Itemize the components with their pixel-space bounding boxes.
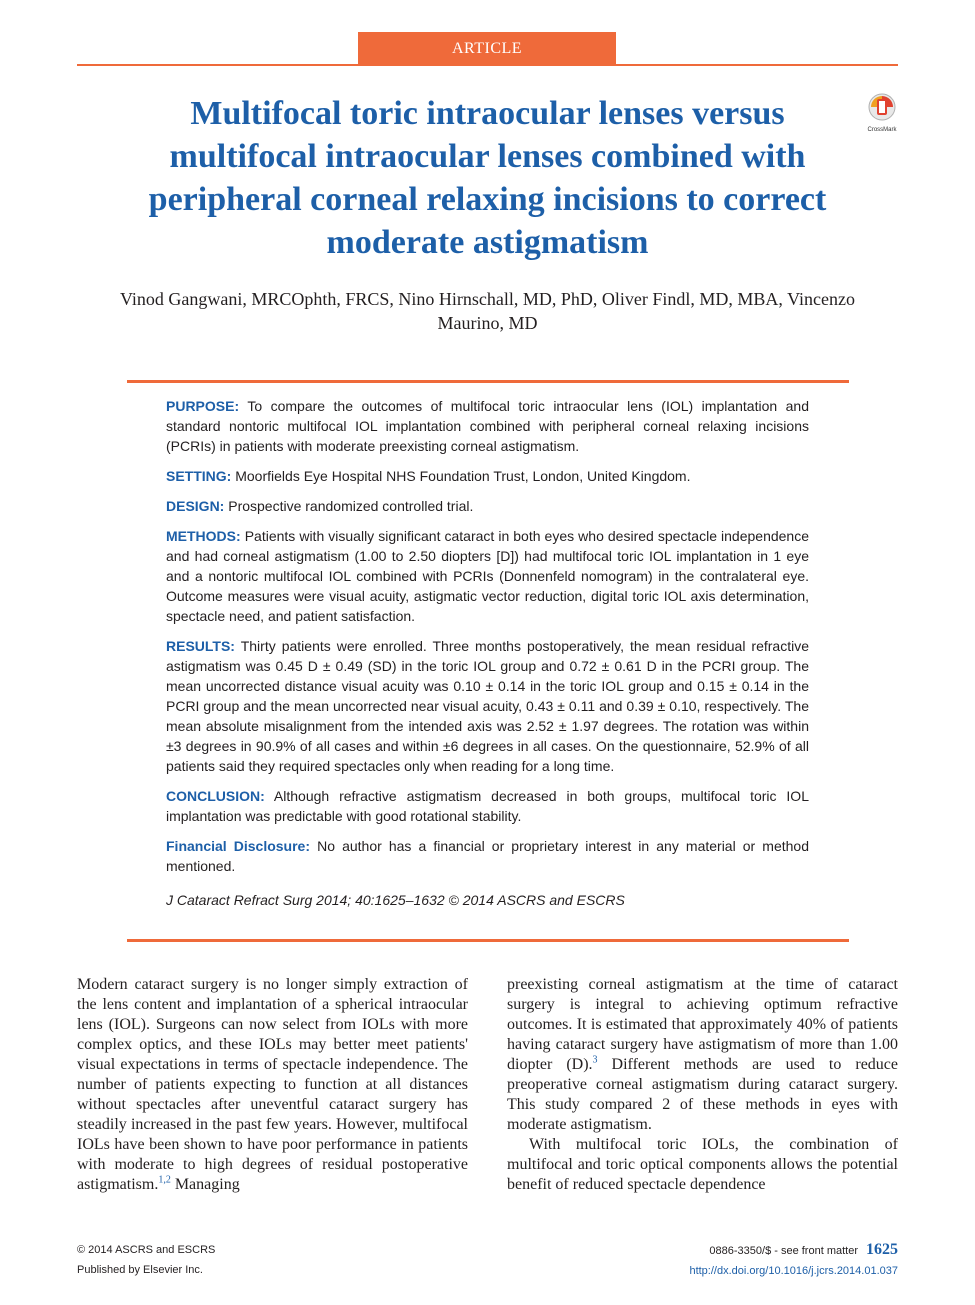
abstract-methods [166, 526, 809, 626]
page-number: 1625 [866, 1241, 898, 1258]
journal-citation: J Cataract Refract Surg 2014; 40:1625–1632 © 2014 ASCRS and ESCRS [166, 892, 625, 908]
body-column-right [507, 975, 898, 1195]
abstract-design [166, 496, 809, 516]
footer-left [77, 1240, 215, 1280]
design-label: DESIGN: [166, 498, 225, 514]
setting-label: SETTING: [166, 468, 232, 484]
footer-publisher: Published by Elsevier Inc. [77, 1264, 203, 1276]
abstract-purpose [166, 396, 809, 456]
conclusion-text: Although refractive astigmatism decreased in both groups, multifocal toric IOL implantation was predictable with good rotational stability. [166, 788, 809, 824]
doi-link[interactable]: http://dx.doi.org/10.1016/j.jcrs.2014.01.037 [689, 1265, 898, 1277]
article-title: Multifocal toric intraocular lenses versus multifocal intraocular lenses combined with peripheral corneal relaxing incisions to correct moderate astigmatism [148, 95, 827, 261]
results-label: RESULTS: [166, 638, 235, 654]
abstract-results [166, 636, 809, 776]
intro-paragraph-2: With multifocal toric IOLs, the combination of multifocal and toric optical components allows the potential benefit of reduced spectacle dependence [507, 1136, 898, 1193]
footer-issn: 0886-3350/$ - see front matter [709, 1245, 858, 1257]
abstract-setting [166, 466, 809, 486]
purpose-text: To compare the outcomes of multifocal toric intraocular lens (IOL) implantation and standard nontoric multifocal IOL implantation combined with peripheral corneal relaxing incisions (PCRIs) in patients with moderate preexisting corneal astigmatism. [166, 398, 809, 454]
abstract [166, 396, 809, 920]
reference-link[interactable]: 1,2 [158, 1174, 171, 1186]
design-text: Prospective randomized controlled trial. [228, 498, 474, 514]
conclusion-label: CONCLUSION: [166, 788, 265, 804]
reference-link[interactable]: 3 [592, 1054, 598, 1066]
methods-text: Patients with visually significant cataract in both eyes who desired spectacle independence and had corneal astigmatism (1.00 to 2.50 diopters [D]) had multifocal toric IOL implantation in 1 eye and a nontoric multifocal IOL combined with PCRIs (Donnenfeld nomogram) in the contralateral eye. Outcome measures were visual acuity, astigmatic vector reduction, digital toric IOL axis determination, spectacle need, and patient satisfaction. [166, 528, 809, 624]
crossmark-badge[interactable] [864, 92, 900, 132]
crossmark-label: CrossMark [867, 127, 897, 133]
intro-paragraph-1-cont [507, 975, 898, 1135]
crossmark-icon [867, 92, 897, 124]
article-label: ARTICLE [358, 32, 616, 65]
author-list: Vinod Gangwani, MRCOphth, FRCS, Nino Hirnschall, MD, PhD, Oliver Findl, MD, MBA, Vincenzo Maurino, MD [119, 289, 855, 333]
intro-text-1: Modern cataract surgery is no longer simply extraction of the lens content and implantation of a spherical intraocular lens (IOL). Surgeons can now select from IOLs with more complex optics, and these IOLs may better meet patients' visual expectations in terms of spectacle independence. The number of patients expecting to function at all distances without spectacles after uneventful cataract surgery has steadily increased in the past few years. However, multifocal IOLs have been shown to have poor performance in patients with moderate to high degrees of residual postoperative astigmatism. [77, 976, 468, 1193]
results-text: Thirty patients were enrolled. Three months postoperatively, the mean residual refractive astigmatism was 0.45 D ± 0.49 (SD) in the toric IOL group and 0.72 ± 0.61 D in the PCRI group. The mean uncorrected distance visual acuity was 0.10 ± 0.14 in the toric IOL group and 0.15 ± 0.14 in the PCRI group and the mean uncorrected near visual acuity, 0.43 ± 0.11 and 0.39 ± 0.10, respectively. The mean absolute misalignment from the intended axis was 2.52 ± 1.97 degrees. The rotation was within ±3 degrees in 90.9% of all cases and within ±6 degrees in all cases. On the questionnaire, 52.9% of all patients said they required spectacles only when reading for a long time. [166, 638, 810, 774]
intro-paragraph-1 [77, 975, 468, 1195]
intro-text-2: preexisting corneal astigmatism at the time of cataract surgery is integral to achieving optimum refractive outcomes. It is estimated that approximately 40% of patients having cataract surgery have astigmatism of more than 1.00 diopter (D). [507, 976, 898, 1073]
footer-right [689, 1240, 898, 1281]
intro-text-3: Different methods are used to reduce preoperative corneal astigmatism during cataract surgery. This study compared 2 of these methods in eyes with moderate astigmatism. [507, 1056, 899, 1133]
intro-text-1-tail: Managing [170, 1176, 240, 1193]
body-column-left [77, 975, 468, 1195]
header-rule [77, 64, 898, 66]
abstract-disclosure [166, 836, 809, 876]
purpose-label: PURPOSE: [166, 398, 240, 414]
disclosure-label: Financial Disclosure: [166, 838, 311, 854]
abstract-bottom-rule [127, 939, 849, 942]
abstract-top-rule [127, 380, 849, 383]
abstract-conclusion [166, 786, 809, 826]
methods-label: METHODS: [166, 528, 241, 544]
footer-copyright: © 2014 ASCRS and ESCRS [77, 1244, 216, 1256]
setting-text: Moorfields Eye Hospital NHS Foundation Trust, London, United Kingdom. [235, 468, 691, 484]
disclosure-text: No author has a financial or proprietary interest in any material or method mentioned. [166, 838, 809, 874]
